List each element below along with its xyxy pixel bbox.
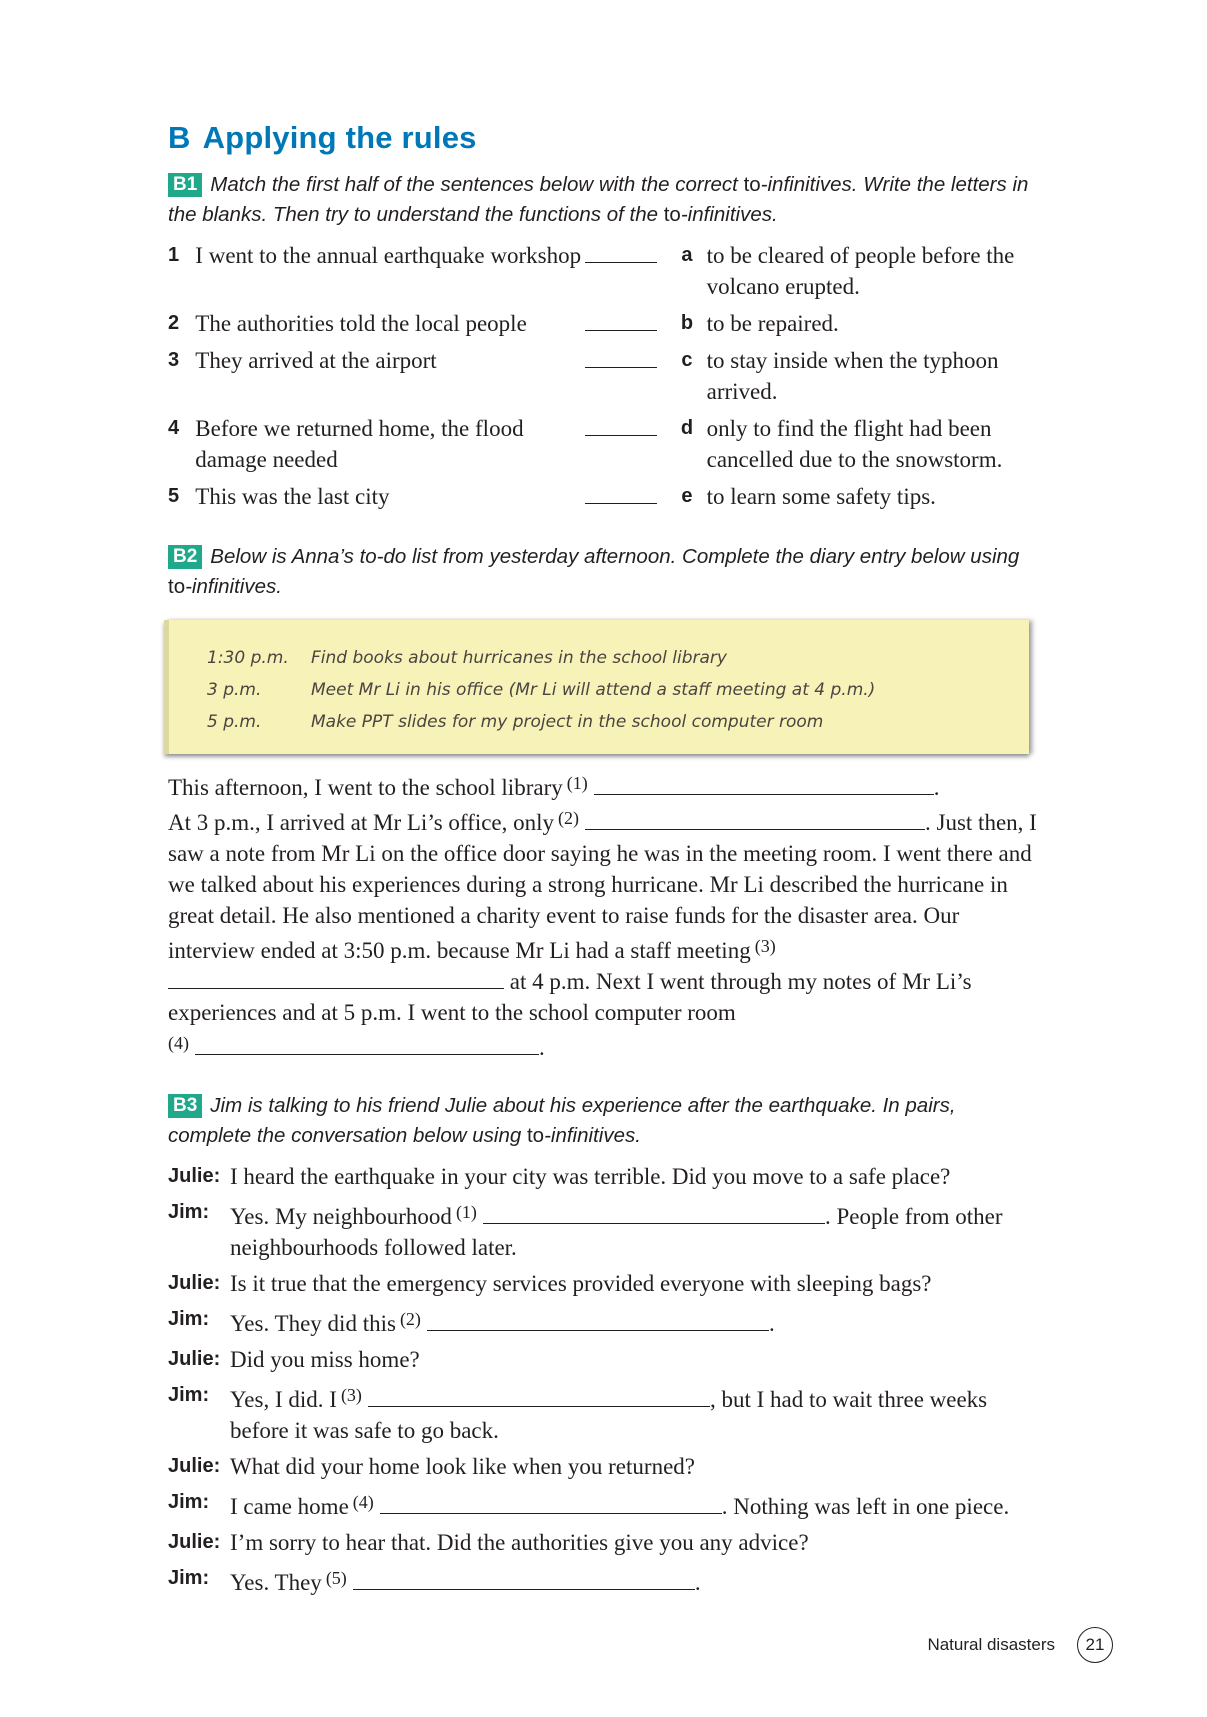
blank-number: (1) [566, 773, 588, 793]
todo-task: Find books about hurricanes in the school library [311, 648, 727, 668]
match-row [168, 481, 1038, 512]
exercise-b3 [168, 1091, 1038, 1598]
item-number: 5 [168, 485, 180, 507]
b3-instr-text: Jim is talking to his friend Julie about his experience after the earthquake. In pairs, complete the conversation below using [168, 1094, 956, 1147]
speaker: Jim: [168, 1567, 210, 1589]
dialogue-text [230, 1563, 1038, 1598]
dialogue-text: Did you miss home? [230, 1347, 420, 1372]
line-post: . Nothing was left in one piece. [721, 1494, 1010, 1519]
dialogue-text [230, 1487, 1038, 1522]
chapter-name: Natural disasters [927, 1635, 1055, 1654]
sentence-start: This was the last city [195, 484, 390, 509]
dialogue-text: Is it true that the emergency services provided everyone with sleeping bags? [230, 1271, 932, 1296]
b3-instr-to: to [526, 1124, 545, 1147]
todo-note [164, 620, 1029, 754]
answer-blank[interactable] [585, 367, 657, 368]
answer-blank[interactable] [585, 262, 657, 263]
b1-matching-list [168, 240, 1038, 512]
dialogue-line [168, 1563, 1038, 1598]
dialogue-line [168, 1527, 1038, 1558]
diary-entry: This afternoon, I went to the school library $^{(1)}$ . At 3 p.m., I arrived at Mr Li’s office, only $^{(2)}$ . Just then, I saw a note from Mr Li on the office door saying he was in the meeting room. I went there and we talked about his experiences during a strong hurricane. Mr Li described the hurricane in great detail. He also mentioned a charity event to raise funds for the disaster area. Our interview ended at 3:50 p.m. because Mr Li had a staff meeting $^{(3)}$ at 4 p.m. Next I went through my notes of Mr Li’s experiences and at 5 p.m. I went to the school computer room $^{(4)}$ . [168, 773, 1037, 1060]
match-row [168, 308, 1038, 339]
line-pre: I came home [230, 1494, 349, 1519]
todo-time: 3 p.m. [207, 680, 262, 700]
blank-number: (3) [340, 1385, 362, 1405]
dialogue-text [230, 1197, 1038, 1263]
answer-blank[interactable] [585, 330, 657, 331]
b1-instructions [168, 170, 1038, 230]
answer-blank[interactable] [368, 1386, 710, 1407]
page-footer [927, 1627, 1113, 1663]
todo-list [207, 642, 875, 738]
line-pre: Yes. They [230, 1570, 322, 1595]
dialogue-text: I’m sorry to hear that. Did the authorities give you any advice? [230, 1530, 809, 1555]
item-number: 3 [168, 349, 180, 371]
sentence-start: The authorities told the local people [195, 311, 527, 336]
answer-blank[interactable] [594, 774, 934, 795]
line-pre: Yes, I did. I [230, 1387, 337, 1412]
todo-time: 1:30 p.m. [207, 648, 289, 668]
worksheet-page [168, 120, 1038, 1603]
diary-text: At 3 p.m., I arrived at Mr Li’s office, only [168, 810, 555, 835]
diary-text: . Just then, I saw a note from Mr Li on the office door saying he was in the meeting room. I went there and we talked about his experiences during a strong hurricane. Mr Li described the hurricane in great detail. He also mentioned a charity event to raise funds for the disaster area. Our interview ended at 3:50 p.m. because Mr Li had a staff meeting [168, 810, 1037, 963]
match-row [168, 240, 1038, 302]
answer-blank[interactable] [585, 435, 657, 436]
line-post: . People from other neighbourhoods followed later. [230, 1204, 1003, 1260]
b2-instr-text: Below is Anna’s to-do list from yesterday afternoon. Complete the diary entry below using [210, 545, 1020, 568]
speaker: Julie: [168, 1165, 221, 1187]
line-post: , but I had to wait three weeks before it was safe to go back. [230, 1387, 988, 1443]
option-letter: b [680, 312, 694, 334]
sentence-start: They arrived at the airport [195, 348, 437, 373]
option-letter: e [681, 485, 693, 507]
answer-blank[interactable] [195, 1034, 539, 1055]
answer-blank[interactable] [353, 1569, 695, 1590]
option-letter: a [681, 244, 693, 266]
blank-number: (4) [168, 1033, 189, 1053]
match-row [168, 413, 1038, 475]
dialogue-line [168, 1304, 1038, 1339]
item-number: 4 [168, 417, 180, 439]
blank-number: (1) [455, 1202, 477, 1222]
speaker: Jim: [168, 1308, 210, 1330]
speaker: Jim: [168, 1201, 210, 1223]
dialogue-text: What did your home look like when you returned? [230, 1454, 695, 1479]
section-letter: B [168, 120, 191, 155]
sentence-start: Before we returned home, the flood damage needed [195, 416, 524, 472]
b1-instr-to-2: to [663, 203, 681, 226]
option-text: to stay inside when the typhoon arrived. [706, 348, 999, 404]
todo-task: Make PPT slides for my project in the school computer room [311, 712, 824, 732]
todo-time: 5 p.m. [207, 712, 262, 732]
dialogue-text [230, 1304, 1038, 1339]
dialogue-text: I heard the earthquake in your city was terrible. Did you move to a safe place? [230, 1164, 951, 1189]
b1-instr-text-2: -infinitives. Write the letters in the blanks. Then try to understand the functions of the [168, 173, 1029, 226]
dialogue-line [168, 1487, 1038, 1522]
exercise-b2 [168, 542, 1038, 1063]
option-text: to be repaired. [706, 311, 839, 336]
speaker: Jim: [168, 1491, 210, 1513]
b1-instr-to: to [743, 173, 761, 196]
answer-blank[interactable] [585, 809, 925, 830]
todo-item [207, 642, 875, 674]
blank-number: (4) [352, 1492, 374, 1512]
dialogue-text [230, 1380, 1038, 1446]
dialogue-line [168, 1344, 1038, 1375]
b1-instr-text: Match the first half of the sentences below with the correct [210, 173, 744, 196]
b1-tag: B1 [168, 173, 202, 197]
section-heading [168, 120, 1038, 156]
answer-blank[interactable] [483, 1203, 825, 1224]
diary-text: at 4 p.m. Next I went through my notes of Mr Li’s experiences and at 5 p.m. I went to the school computer room [168, 969, 972, 1025]
b2-instructions [168, 542, 1038, 602]
line-post: . [694, 1570, 701, 1595]
answer-blank[interactable] [585, 503, 657, 504]
dialogue-line [168, 1380, 1038, 1446]
option-text: to be cleared of people before the volcano erupted. [706, 243, 1015, 299]
option-text: only to find the flight had been cancelled due to the snowstorm. [706, 416, 1003, 472]
answer-blank[interactable] [168, 968, 504, 989]
todo-item [207, 706, 875, 738]
b3-instructions [168, 1091, 1038, 1151]
option-letter: d [680, 417, 694, 439]
item-number: 1 [168, 244, 180, 266]
exercise-b1 [168, 170, 1038, 512]
blank-number: (5) [325, 1568, 347, 1588]
dialogue-line [168, 1268, 1038, 1299]
b1-instr-text-3: -infinitives. [680, 203, 778, 226]
speaker: Julie: [168, 1348, 221, 1370]
option-text: to learn some safety tips. [706, 484, 936, 509]
conversation [168, 1161, 1038, 1598]
b2-instr-to: to [168, 575, 186, 598]
dialogue-line [168, 1161, 1038, 1192]
line-pre: Yes. They did this [230, 1311, 396, 1336]
diary-text: This afternoon, I went to the school library [168, 775, 563, 800]
speaker: Julie: [168, 1531, 221, 1553]
option-letter: c [681, 349, 693, 371]
todo-item [207, 674, 875, 706]
b2-instr-text-2: -infinitives. [185, 575, 282, 598]
todo-task: Meet Mr Li in his office (Mr Li will attend a staff meeting at 4 p.m.) [311, 680, 876, 700]
blank-number: (2) [558, 808, 580, 828]
sentence-start: I went to the annual earthquake workshop [195, 243, 582, 268]
section-title: Applying the rules [202, 120, 477, 155]
speaker: Julie: [168, 1455, 221, 1477]
page-number: 21 [1077, 1627, 1113, 1663]
b3-instr-text-2: -infinitives. [544, 1124, 641, 1147]
b3-tag: B3 [168, 1094, 202, 1118]
line-post: . [768, 1311, 775, 1336]
match-row [168, 345, 1038, 407]
item-number: 2 [168, 312, 180, 334]
blank-number: (2) [399, 1309, 421, 1329]
dialogue-line [168, 1451, 1038, 1482]
blank-number: (3) [754, 936, 776, 956]
b2-tag: B2 [168, 545, 202, 569]
speaker: Julie: [168, 1272, 221, 1294]
line-pre: Yes. My neighbourhood [230, 1204, 452, 1229]
dialogue-line [168, 1197, 1038, 1263]
answer-blank[interactable] [427, 1310, 769, 1331]
speaker: Jim: [168, 1384, 210, 1406]
answer-blank[interactable] [380, 1493, 722, 1514]
